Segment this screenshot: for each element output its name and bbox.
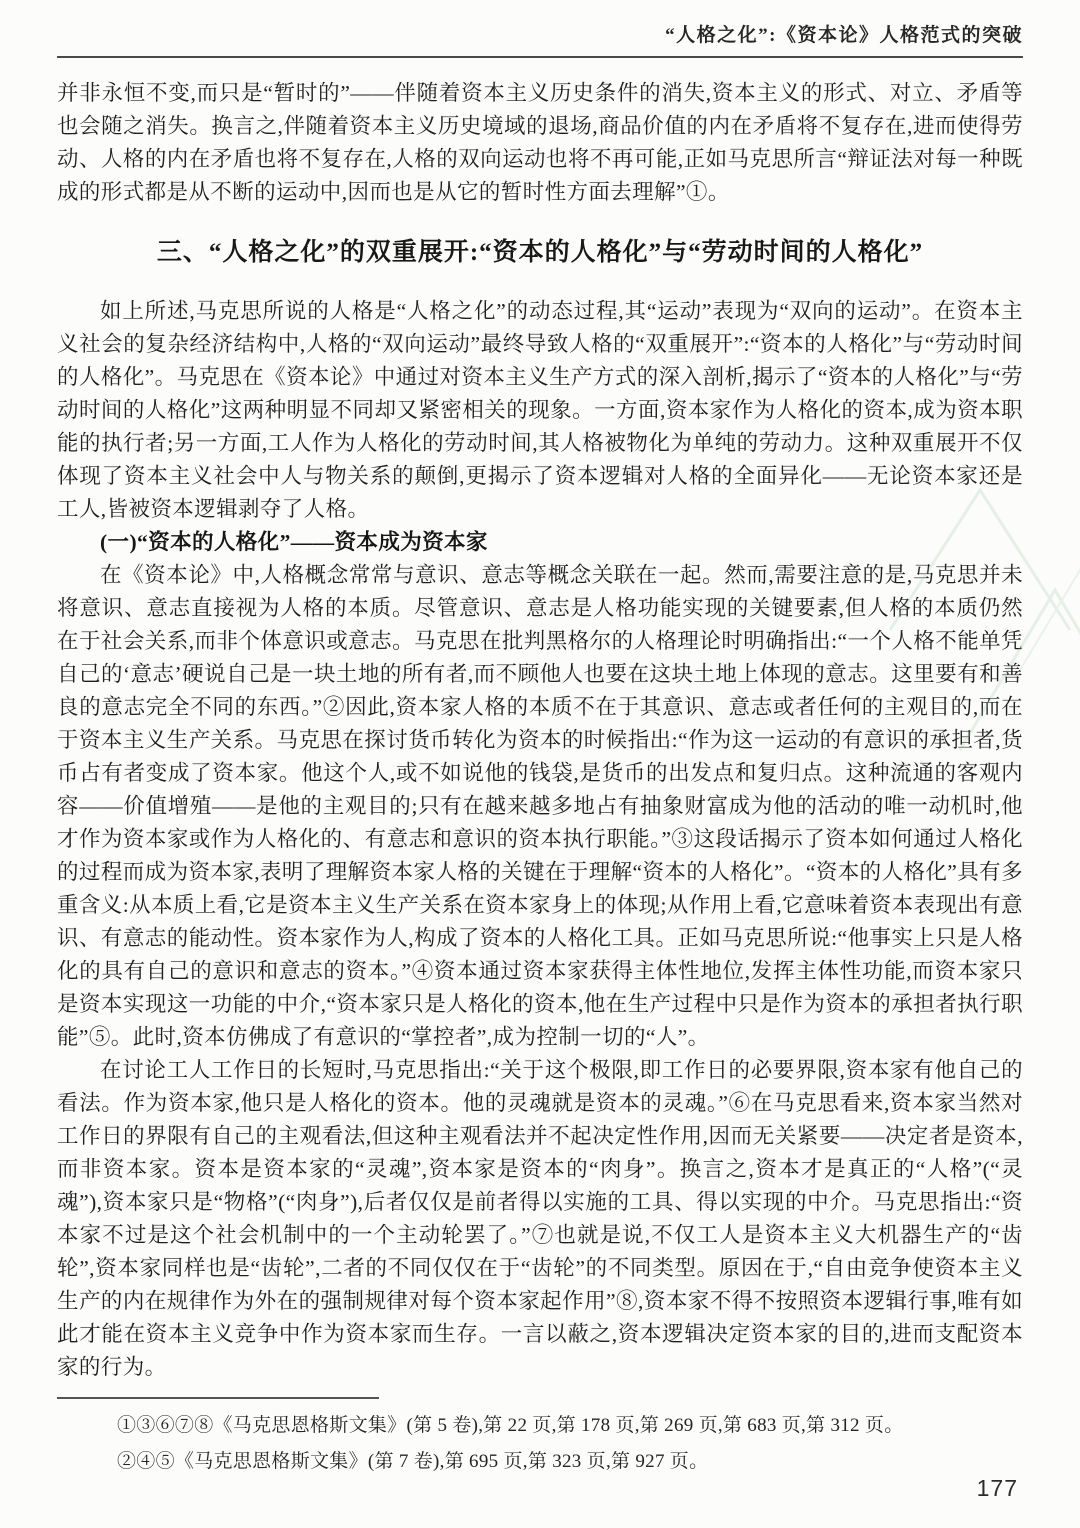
page-number: 177 <box>976 1475 1018 1501</box>
paragraph: 如上所述,马克思所说的人格是“人格之化”的动态过程,其“运动”表现为“双向的运动”。在资本主义社会的复杂经济结构中,人格的“双向运动”最终导致人格的“双重展开”:“资本的人格化”与“劳动时间的人格化”。马克思在《资本论》中通过对资本主义生产方式的深入剖析,揭示了“资本的人格化”与“劳动时间的人格化”这两种明显不同却又紧密相关的现象。一方面,资本家作为人格化的资本,成为资本职能的执行者;另一方面,工人作为人格化的劳动时间,其人格被物化为单纯的劳动力。这种双重展开不仅体现了资本主义社会中人与物关系的颠倒,更揭示了资本逻辑对人格的全面异化——无论资本家还是工人,皆被资本逻辑剥夺了人格。 <box>57 299 1023 521</box>
paragraph: 在《资本论》中,人格概念常常与意识、意志等概念关联在一起。然而,需要注意的是,马克思并未将意识、意志直接视为人格的本质。尽管意识、意志是人格功能实现的关键要素,但人格的本质仍然在于社会关系,而非个体意识或意志。马克思在批判黑格尔的人格理论时明确指出:“一个人格不能单凭自己的‘意志’硬说自己是一块土地的所有者,而不顾他人也要在这块土地上体现的意志。这里要有和善良的意志完全不同的东西。”②因此,资本家人格的本质不在于其意识、意志或者任何的主观目的,而在于资本主义生产关系。马克思在探讨货币转化为资本的时候指出:“作为这一运动的有意识的承担者,货币占有者变成了资本家。他这个人,或不如说他的钱袋,是货币的出发点和复归点。这种流通的客观内容——价值增殖——是他的主观目的;只有在越来越多地占有抽象财富成为他的活动的唯一动机时,他才作为资本家或作为人格化的、有意志和意识的资本执行职能。”③这段话揭示了资本如何通过人格化的过程而成为资本家,表明了理解资本家人格的关键在于理解“资本的人格化”。“资本的人格化”具有多重含义:从本质上看,它是资本主义生产关系在资本家身上的体现;从作用上看,它意味着资本表现出有意识、有意志的能动性。资本家作为人,构成了资本的人格化工具。正如马克思所说:“他事实上只是人格化的具有自己的意识和意志的资本。”④资本通过资本家获得主体性地位,发挥主体性功能,而资本家只是资本实现这一功能的中介,“资本家只是人格化的资本,他在生产过程中只是作为资本的承担者执行职能”⑤。此时,资本仿佛成了有意识的“掌控者”,成为控制一切的“人”。 <box>57 563 1024 1049</box>
footnote-line: ①③⑥⑦⑧《马克思恩格斯文集》(第 5 卷),第 22 页,第 178 页,第 269 页,第 683 页,第 312 页。 <box>117 1415 904 1436</box>
paragraph: 并非永恒不变,而只是“暂时的”——伴随着资本主义历史条件的消失,资本主义的形式、对立、矛盾等也会随之消失。换言之,伴随着资本主义历史境域的退场,商品价值的内在矛盾将不复存在,进而使得劳动、人格的内在矛盾也将不复存在,人格的双向运动也将不再可能,正如马克思所言“辩证法对每一种既成的形式都是从不断的运动中,因而也是从它的暂时性方面去理解”①。 <box>57 81 1023 204</box>
footnotes <box>57 1397 1023 1480</box>
running-header <box>57 20 1023 58</box>
article-body <box>57 77 1023 1480</box>
running-header-title: “人格之化”:《资本论》人格范式的突破 <box>665 25 1023 46</box>
footnote-line: ②④⑤《马克思恩格斯文集》(第 7 卷),第 695 页,第 323 页,第 927 页。 <box>117 1451 709 1472</box>
paragraph: 在讨论工人工作日的长短时,马克思指出:“关于这个极限,即工作日的必要界限,资本家有他自己的看法。作为资本家,他只是人格化的资本。他的灵魂就是资本的灵魂。”⑥在马克思看来,资本家当然对工作日的界限有自己的主观看法,但这种主观看法并不起决定性作用,因而无关紧要——决定者是资本,而非资本家。资本是资本家的“灵魂”,资本家是资本的“肉身”。换言之,资本才是真正的“人格”(“灵魂”),资本家只是“物格”(“肉身”),后者仅仅是前者得以实施的工具、得以实现的中介。马克思指出:“资本家不过是这个社会机制中的一个主动轮罢了。”⑦也就是说,不仅工人是资本主义大机器生产的“齿轮”,资本家同样也是“齿轮”,二者的不同仅仅在于“齿轮”的不同类型。原因在于,“自由竞争使资本主义生产的内在规律作为外在的强制规律对每个资本家起作用”⑧,资本家不得不按照资本逻辑行事,唯有如此才能在资本主义竞争中作为资本家而生存。一言以蔽之,资本逻辑决定资本家的目的,进而支配资本家的行为。 <box>57 1058 1023 1379</box>
subsection-heading: (一)“资本的人格化”——资本成为资本家 <box>100 530 488 554</box>
footnote-divider <box>57 1397 379 1399</box>
section-heading: 三、“人格之化”的双重展开:“资本的人格化”与“劳动时间的人格化” <box>156 239 924 266</box>
